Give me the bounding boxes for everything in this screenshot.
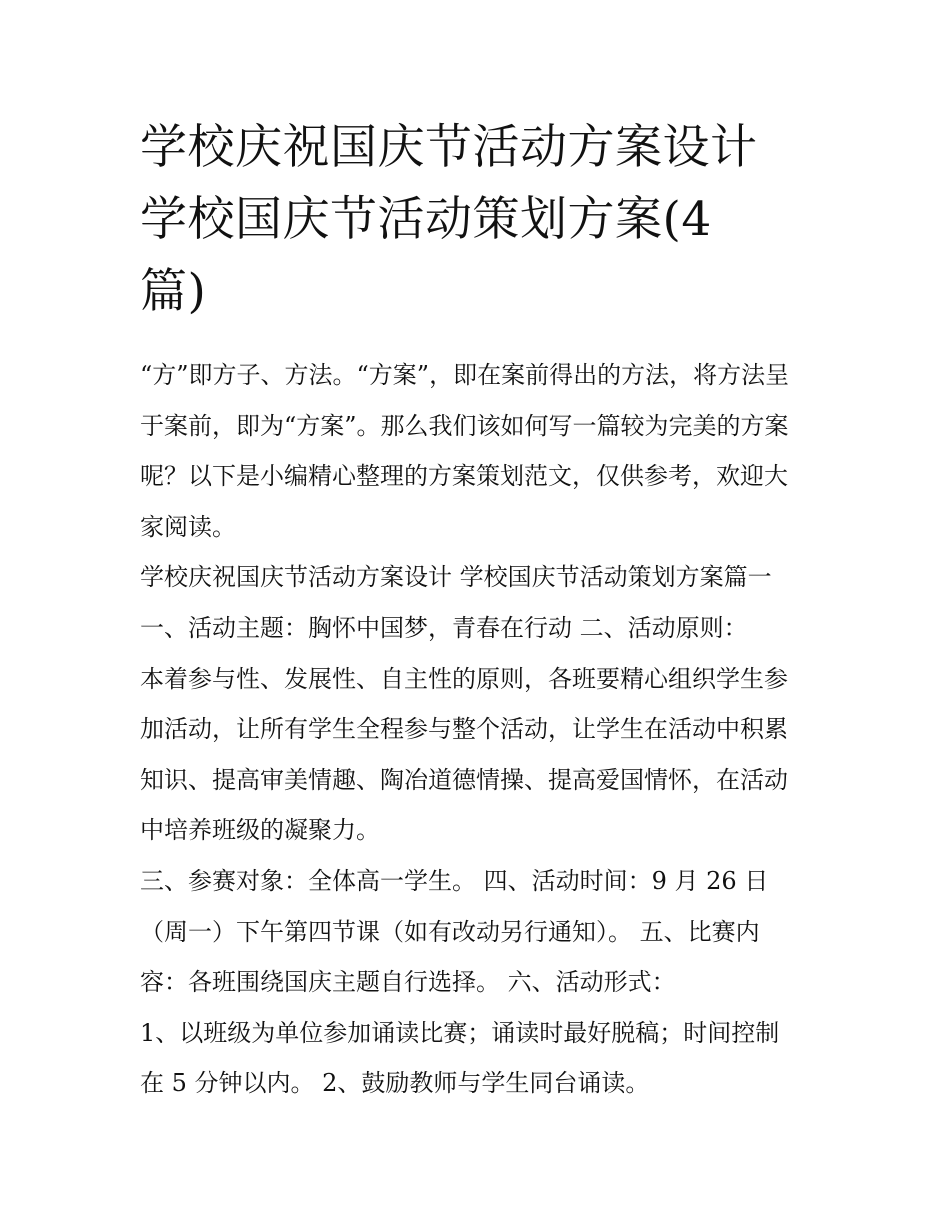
- title-line-1: 学校庆祝国庆节活动方案设计: [140, 120, 758, 175]
- document-body: [140, 350, 820, 1109]
- title-line-2: 学校国庆节活动策划方案(4: [140, 192, 712, 247]
- document-page: [140, 112, 820, 1109]
- body-line: 容：各班围绕国庆主题自行选择。 六、活动形式：: [140, 968, 676, 997]
- document-title: [140, 112, 820, 328]
- body-line: 知识、提高审美情趣、陶冶道德情操、提高爱国情怀，在活动: [140, 765, 788, 794]
- body-line: 呢？以下是小编精心整理的方案策划范文，仅供参考，欢迎大: [140, 462, 788, 491]
- body-line: 三、参赛对象：全体高一学生。 四、活动时间：9 月 26 日: [140, 866, 769, 895]
- body-line: （周一）下午第四节课（如有改动另行通知）。 五、比赛内: [140, 917, 760, 946]
- body-line: 在 5 分钟以内。 2、鼓励教师与学生同台诵读。: [140, 1069, 650, 1098]
- body-line: 加活动，让所有学生全程参与整个活动，让学生在活动中积累: [140, 715, 788, 744]
- body-line: “方”即方子、方法。“方案”，即在案前得出的方法，将方法呈: [140, 361, 790, 389]
- title-line-3: 篇): [140, 264, 207, 319]
- body-line: 本着参与性、发展性、自主性的原则，各班要精心组织学生参: [140, 664, 788, 693]
- body-line: 一、活动主题：胸怀中国梦，青春在行动 二、活动原则：: [140, 613, 748, 642]
- section-heading: 学校庆祝国庆节活动方案设计 学校国庆节活动策划方案篇一: [140, 563, 772, 592]
- body-line: 于案前，即为“方案”。那么我们该如何写一篇较为完美的方案: [140, 411, 789, 440]
- body-line: 中培养班级的凝聚力。: [140, 816, 380, 845]
- body-line: 1、以班级为单位参加诵读比赛；诵读时最好脱稿；时间控制: [140, 1018, 780, 1047]
- body-line: 家阅读。: [140, 512, 236, 541]
